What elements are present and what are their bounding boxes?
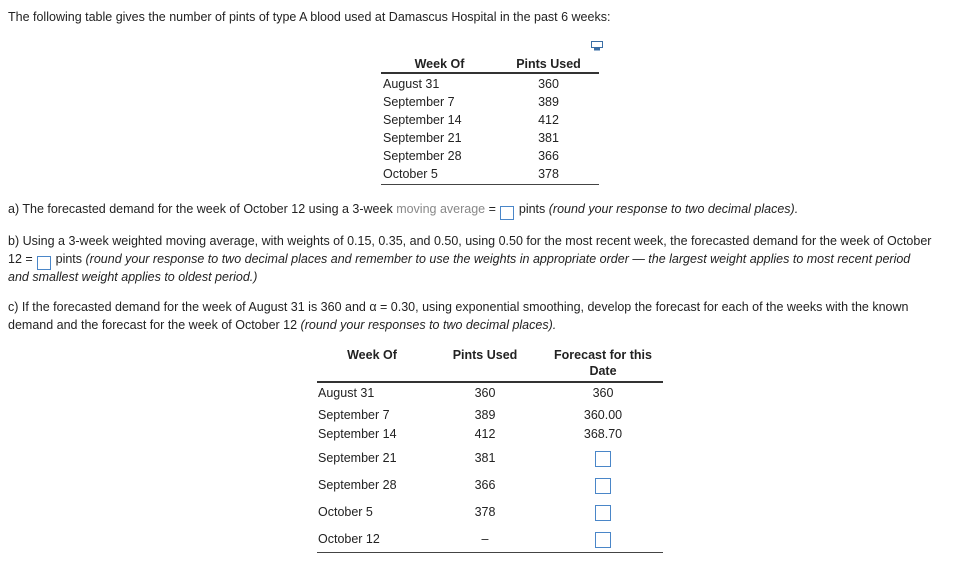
t2-row-week: September 14 [318,427,397,441]
part-a-hint: (round your response to two decimal places). [548,202,799,216]
t2-row-forecast: 360 [592,386,614,400]
t2-row-forecast: 360.00 [583,408,623,422]
export-table-icon[interactable] [591,41,603,51]
forecast-input-oct12[interactable] [595,532,611,548]
t2-row-week: October 5 [318,505,373,519]
t1-bottom-rule [381,184,599,185]
t2-row-pints: 389 [474,408,496,422]
t2-header-forecast-date: Date [589,364,617,378]
part-b-answer-input[interactable] [37,256,51,270]
part-b-units: pints [52,252,86,266]
t2-row-forecast: 368.70 [583,427,623,441]
t2-header-week: Week Of [347,348,397,362]
part-c-hint: (round your responses to two decimal places). [300,318,557,332]
part-a-prefix: a) The forecasted demand for the week of October 12 using a 3-week [8,202,397,216]
forecast-input-sep21[interactable] [595,451,611,467]
t2-row-pints: 360 [474,386,496,400]
t2-header-forecast: Forecast for this [554,348,652,362]
t2-row-pints: 366 [474,478,496,492]
part-b-hint: (round your response to two decimal places and remember to use the weights in appropriate order — the largest weight applies to most recent period [85,252,911,266]
moving-average-link[interactable]: moving average [396,202,486,216]
t2-row-week: September 21 [318,451,397,465]
intro-text: The following table gives the number of pints of type A blood used at Damascus Hospital in the past 6 weeks: [8,10,611,24]
t2-row-week: October 12 [318,532,380,546]
part-b-prefix: 12 = [8,252,37,266]
t2-header-rule [317,381,663,383]
part-a-units: pints [515,202,549,216]
t2-row-week: September 7 [318,408,390,422]
t1-row-week: August 31 [383,77,440,91]
t1-row-pints: 366 [538,149,559,163]
t1-row-week: September 28 [383,149,462,163]
t2-row-week: August 31 [318,386,375,400]
part-a-answer-input[interactable] [500,206,514,220]
t2-row-pints: 412 [474,427,496,441]
t2-header-pints: Pints Used [452,348,518,362]
t1-row-week: October 5 [383,167,438,181]
part-b-line1: b) Using a 3-week weighted moving average, with weights of 0.15, 0.35, and 0.50, using 0.50 for the most recent week, the forecasted demand for the week of October [8,234,932,248]
t1-row-pints: 412 [538,113,559,127]
t1-row-pints: 378 [538,167,559,181]
part-a-question [8,202,798,220]
part-c-line1: c) If the forecasted demand for the week of August 31 is 360 and α = 0.30, using exponential smoothing, develop the forecast for each of the weeks with the known [8,300,909,314]
forecast-input-sep28[interactable] [595,478,611,494]
part-c-line2 [8,318,556,332]
t1-row-pints: 389 [538,95,559,109]
t2-row-pints: 381 [474,451,496,465]
part-b-hint-cont: and smallest weight applies to oldest period.) [8,270,258,284]
t1-header-rule [381,72,599,74]
part-b-line2 [8,252,910,270]
part-b-line3 [8,270,257,284]
t1-row-pints: 360 [538,77,559,91]
t2-row-pints: 378 [474,505,496,519]
part-c-prefix: demand and the forecast for the week of October 12 [8,318,301,332]
t1-row-week: September 21 [383,131,462,145]
t2-bottom-rule [317,552,663,553]
t2-row-pints: – [481,532,489,546]
t1-row-week: September 7 [383,95,455,109]
t2-row-week: September 28 [318,478,397,492]
t1-row-pints: 381 [538,131,559,145]
part-a-eq: = [485,202,500,216]
t1-row-week: September 14 [383,113,462,127]
forecast-input-oct5[interactable] [595,505,611,521]
t1-header-week: Week Of [414,57,465,71]
t1-header-pints: Pints Used [516,57,581,71]
